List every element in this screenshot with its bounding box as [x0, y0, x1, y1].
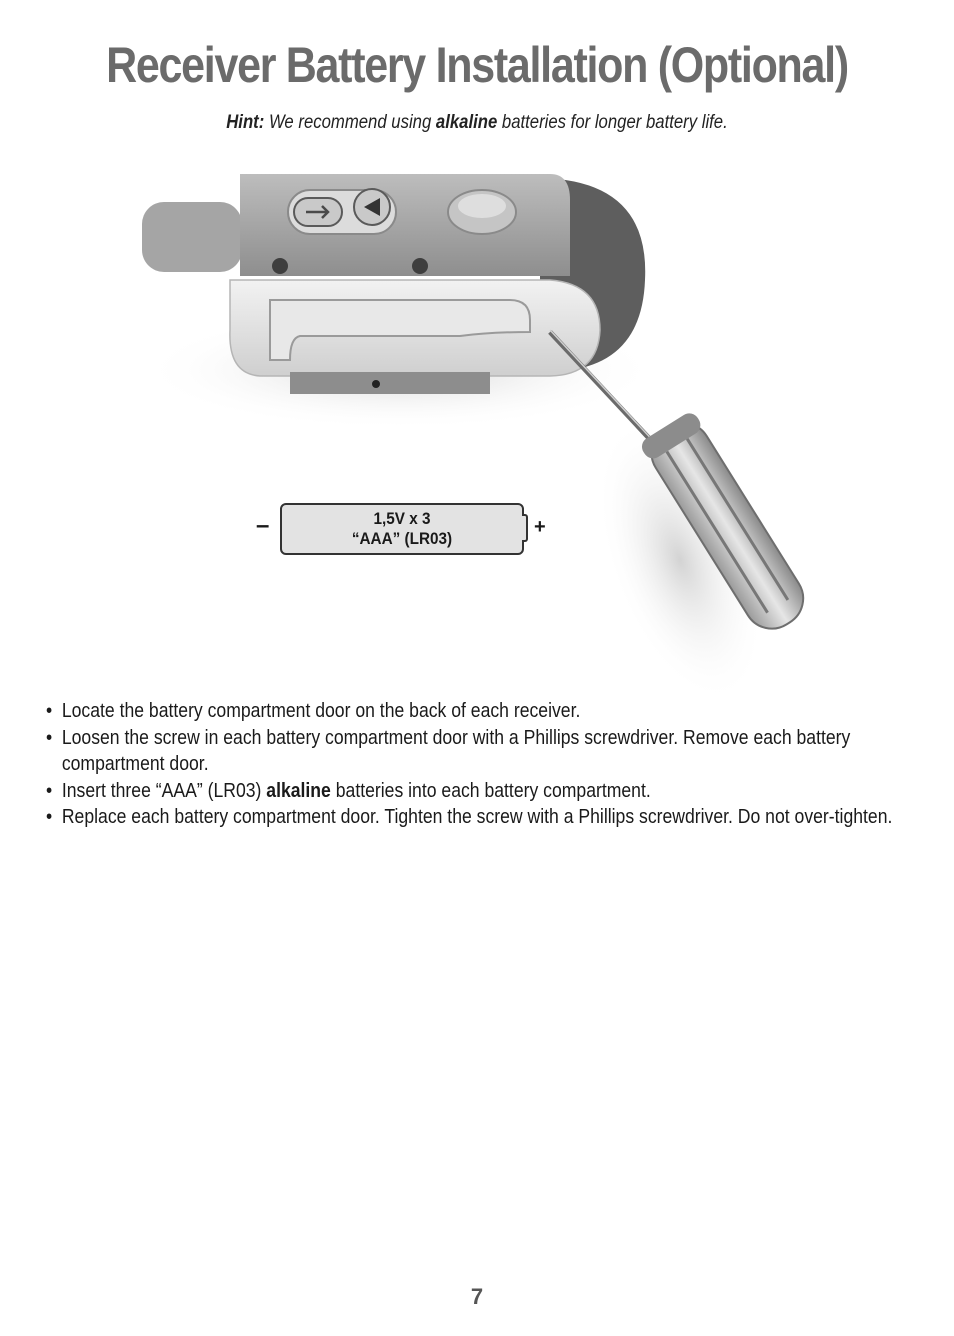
hint-line [57, 112, 897, 134]
volume-dial-top [458, 194, 506, 218]
list-item [46, 725, 915, 778]
battery-type-label: “AAA” (LR03) [351, 529, 453, 548]
body-screw-left [272, 258, 288, 274]
hint-text-after: batteries for longer battery life. [497, 112, 728, 133]
hint-label: Hint: [226, 112, 265, 133]
list-item [46, 804, 915, 831]
door-screw [372, 380, 380, 388]
battery-door-bottom [290, 372, 490, 394]
receiver-nozzle [142, 202, 242, 272]
step-3-after: batteries into each battery compartment. [330, 779, 651, 802]
battery-diagram [256, 500, 556, 560]
instruction-list [46, 698, 926, 831]
step-1-text: Locate the battery compartment door on the back of each receiver. [61, 700, 581, 722]
step-3-before: Insert three “AAA” (LR03) [61, 779, 267, 802]
step-3-bold: alkaline [266, 779, 331, 802]
hint-emphasis: alkaline [435, 112, 498, 133]
battery-terminal [522, 514, 528, 542]
battery-body [280, 503, 524, 555]
battery-minus-sign: – [256, 512, 270, 539]
hint-text-before: We recommend using [264, 112, 436, 133]
page-title: Receiver Battery Installation (Optional) [106, 37, 848, 93]
list-item [46, 698, 915, 725]
receiver-body [240, 174, 570, 276]
body-screw-right [412, 258, 428, 274]
battery-plus-sign: + [534, 516, 546, 538]
step-2-text: Loosen the screw in each battery compartment door with a Phillips screwdriver. Remove each battery compartment door. [61, 726, 851, 775]
step-4-text: Replace each battery compartment door. Tighten the screw with a Phillips screwdriver. Do not over-tighten. [61, 806, 893, 828]
battery-voltage-label: 1,5V x 3 [373, 509, 431, 528]
receiver-screwdriver-illustration [130, 160, 850, 700]
page-number: 7 [470, 1284, 484, 1309]
list-item [46, 778, 915, 805]
